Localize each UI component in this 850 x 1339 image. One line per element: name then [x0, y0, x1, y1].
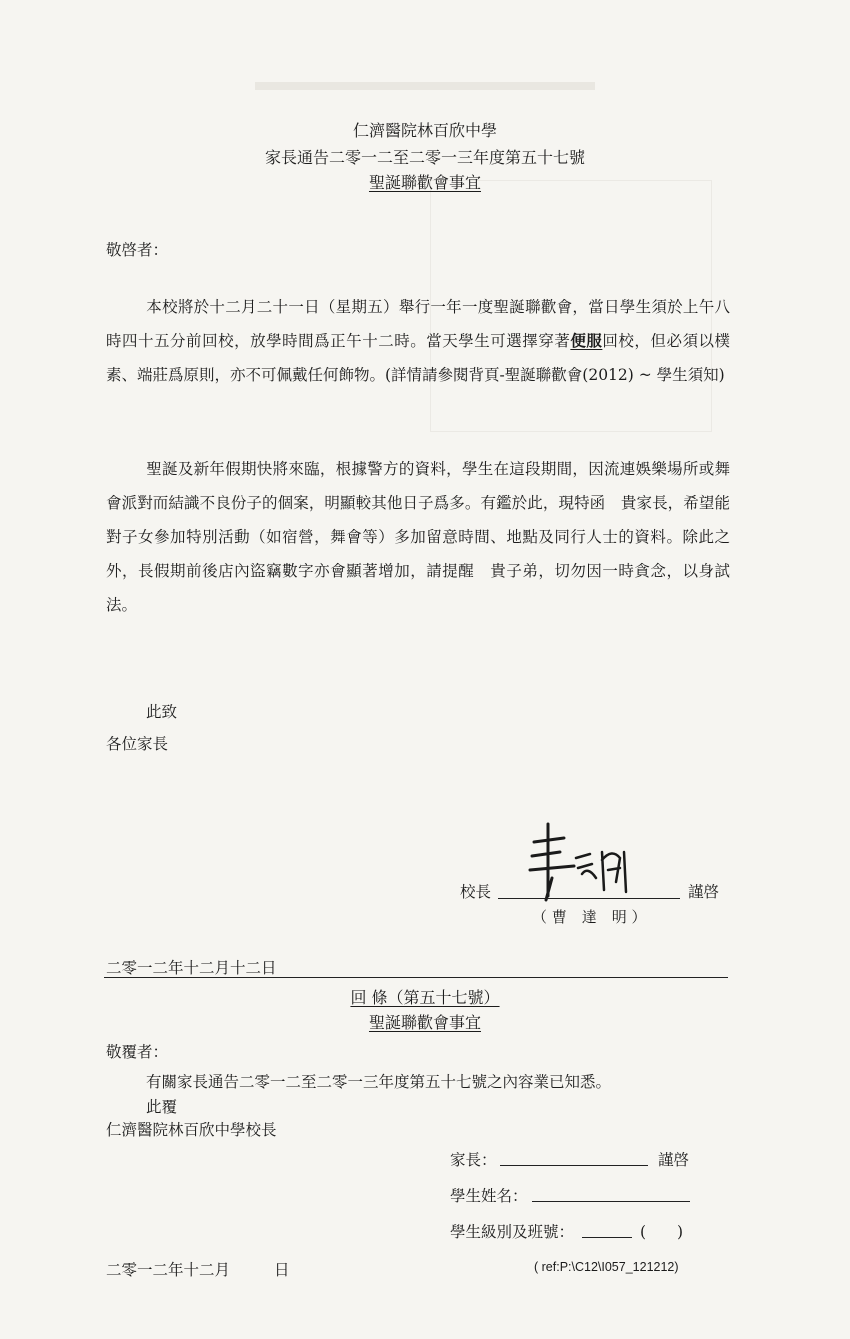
reply-slip-subject: 聖誕聯歡會事宜 — [368, 1013, 481, 1032]
notice-subject: 聖誕聯歡會事宜 — [368, 173, 481, 192]
recipient: 各位家長 — [106, 735, 169, 753]
casual-wear-emphasis: 便服 — [570, 331, 603, 350]
paragraph1-text: 本校將於十二月二十一日（星期五）舉行一年一度聖誕聯歡會，當日學生須於上午八時四十五分前回校，放學時間爲正午十二時。當天學生可選擇穿著 — [106, 298, 730, 350]
student-name-label: 學生姓名： — [450, 1187, 528, 1205]
paragraph-event-details — [106, 290, 730, 392]
reply-acknowledgement: 有關家長通告二零一二至二零一三年度第五十七號之內容業已知悉。 — [146, 1073, 612, 1091]
student-name-field[interactable] — [532, 1201, 690, 1202]
signer-suffix: 謹啓 — [688, 883, 720, 901]
signer-name: （ 曹 達 明 ） — [532, 908, 647, 926]
show-through-decoration — [255, 82, 595, 120]
reply-date-prefix: 二零一二年十二月 — [106, 1261, 231, 1279]
reply-closing: 此覆 — [146, 1098, 178, 1116]
class-number-bracket: ( ) — [640, 1223, 684, 1241]
principal-signature — [516, 808, 646, 908]
class-field[interactable] — [582, 1237, 632, 1238]
paragraph1-text-cont: 回校，但必須以樸素、端莊爲原則，亦不可佩戴任何飾物。(詳情請參閱背頁-聖誕聯歡會(2012) ~ 學生須知) — [106, 332, 730, 384]
reply-slip-title: 回 條（第五十七號） — [350, 988, 500, 1007]
parent-suffix: 謹啓 — [658, 1151, 690, 1169]
paragraph-safety-reminder — [106, 452, 730, 622]
parent-signature-field[interactable] — [500, 1165, 648, 1166]
notice-number: 家長通告二零一二至二零一三年度第五十七號 — [264, 148, 585, 167]
school-name: 仁濟醫院林百欣中學 — [352, 121, 497, 140]
reply-salutation: 敬覆者： — [106, 1043, 169, 1061]
reply-addressee: 仁濟醫院林百欣中學校長 — [106, 1121, 277, 1139]
class-label: 學生級別及班號： — [450, 1223, 575, 1241]
signer-title: 校長 — [460, 883, 492, 901]
signature-line — [498, 898, 680, 899]
paragraph2-text: 聖誕及新年假期快將來臨，根據警方的資料，學生在這段期間，因流連娛樂場所或舞會派對而結識不良份子的個案，明顯較其他日子爲多。有鑑於此，現特函 貴家長，希望能對子女參加特別活動（如宿營，舞會等）多加留意時間、地點及同行人士的資料。除此之外，長假期前後店內盜竊數字亦會顯著增加，請提醒 貴子弟，切勿因一時貪念，以身試法。 — [106, 460, 730, 614]
reply-date-day: 日 — [274, 1261, 290, 1279]
salutation: 敬啓者： — [106, 241, 169, 259]
parent-label: 家長： — [450, 1151, 497, 1169]
reply-slip-divider — [104, 977, 728, 978]
reference-code: ( ref:P:\C12\I057_121212) — [534, 1260, 679, 1274]
closing-phrase: 此致 — [146, 703, 178, 721]
notice-date: 二零一二年十二月十二日 — [106, 959, 277, 977]
